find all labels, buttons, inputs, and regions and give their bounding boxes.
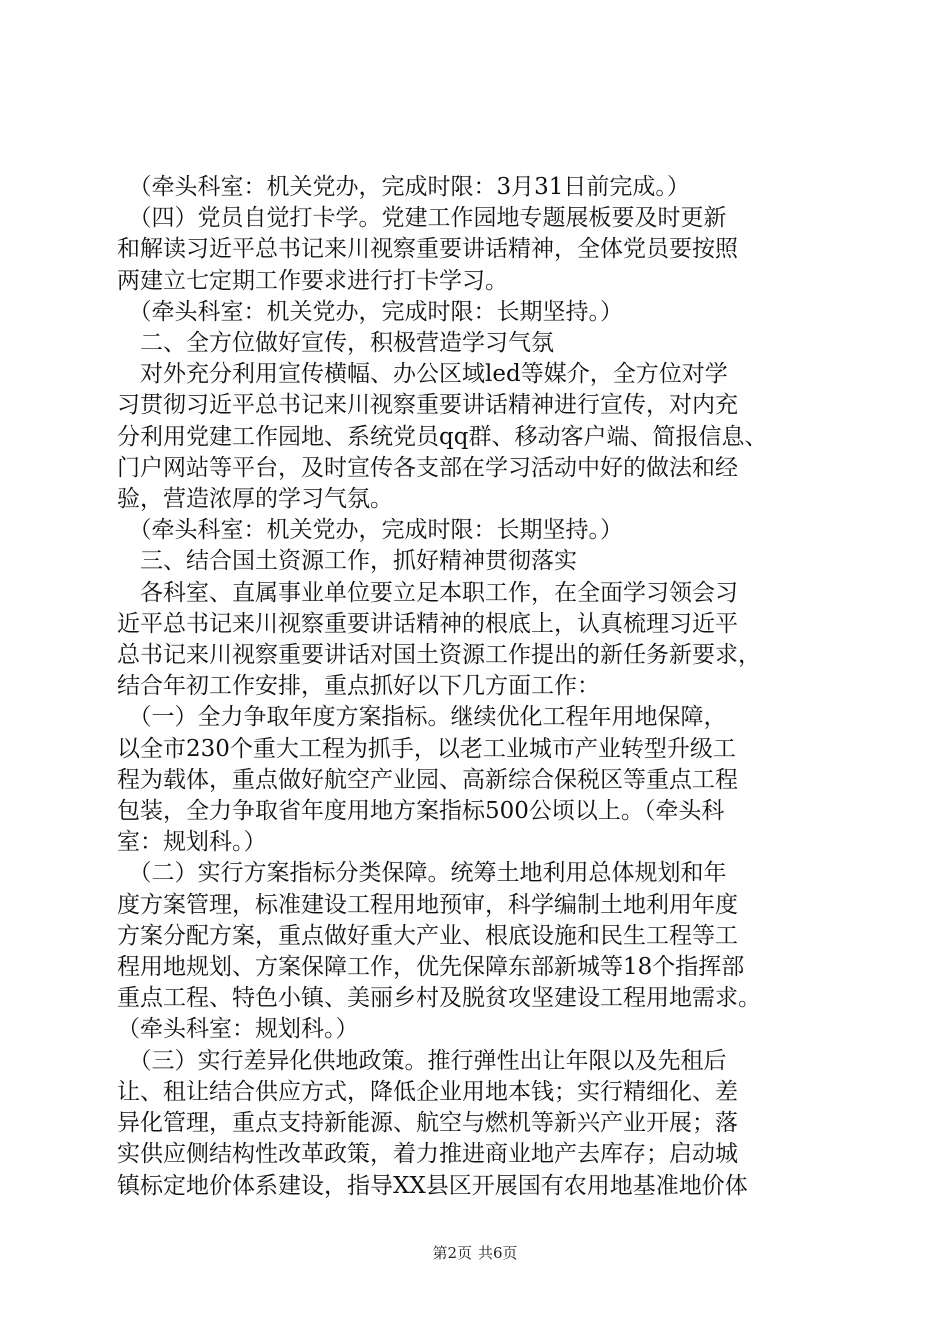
text-line: 结合年初工作安排，重点抓好以下几方面工作： xyxy=(117,673,600,700)
text-line: 分利用党建工作园地、系统党员qq群、移动客户端、简报信息、 xyxy=(117,423,768,450)
text-line: 镇标定地价体系建设，指导XX县区开展国有农用地基准地价体 xyxy=(117,1172,748,1199)
page-footer xyxy=(0,1242,950,1263)
text-line: 两建立七定期工作要求进行打卡学习。 xyxy=(117,267,508,294)
text-line: 程为载体，重点做好航空产业园、高新综合保税区等重点工程 xyxy=(117,766,738,793)
document-body xyxy=(117,172,833,1202)
text-line: 方案分配方案，重点做好重大产业、根底设施和民生工程等工 xyxy=(117,922,738,949)
text-line: （二）实行方案指标分类保障。统筹土地利用总体规划和年 xyxy=(117,860,727,887)
text-line: 习贯彻习近平总书记来川视察重要讲话精神进行宣传，对内充 xyxy=(117,392,738,419)
text-line: 实供应侧结构性改革政策，着力推进商业地产去库存；启动城 xyxy=(117,1141,738,1168)
text-line: 度方案管理，标准建设工程用地预审，科学编制土地利用年度 xyxy=(117,891,738,918)
text-line: （牵头科室：机关党办，完成时限：长期坚持。） xyxy=(117,298,623,325)
text-line: 异化管理，重点支持新能源、航空与燃机等新兴产业开展；落 xyxy=(117,1110,738,1137)
text-line: 二、全方位做好宣传，积极营造学习气氛 xyxy=(117,330,554,357)
text-line: 包装，全力争取省年度用地方案指标500公顷以上。（牵头科 xyxy=(117,798,725,825)
text-line: 让、租让结合供应方式，降低企业用地本钱；实行精细化、差 xyxy=(117,1078,738,1105)
text-line: （三）实行差异化供地政策。推行弹性出让年限以及先租后 xyxy=(117,1047,727,1074)
page-number: 第2页 xyxy=(432,1244,472,1262)
text-line: （一）全力争取年度方案指标。继续优化工程年用地保障， xyxy=(117,704,727,731)
text-line: 对外充分利用宣传横幅、办公区域led等媒介，全方位对学 xyxy=(117,361,728,388)
text-line: 三、结合国土资源工作，抓好精神贯彻落实 xyxy=(117,548,577,575)
text-line: （四）党员自觉打卡学。党建工作园地专题展板要及时更新 xyxy=(117,205,727,232)
text-line: （牵头科室：机关党办，完成时限：长期坚持。） xyxy=(117,517,623,544)
text-line: 总书记来川视察重要讲话对国土资源工作提出的新任务新要求， xyxy=(117,642,761,669)
text-line: 门户网站等平台，及时宣传各支部在学习活动中好的做法和经 xyxy=(117,454,738,481)
text-line: 验，营造浓厚的学习气氛。 xyxy=(117,486,393,513)
text-line: 和解读习近平总书记来川视察重要讲话精神，全体党员要按照 xyxy=(117,236,738,263)
text-line: 以全市230个重大工程为抓手，以老工业城市产业转型升级工 xyxy=(117,735,736,762)
text-line: 近平总书记来川视察重要讲话精神的根底上，认真梳理习近平 xyxy=(117,610,738,637)
text-line: 各科室、直属事业单位要立足本职工作，在全面学习领会习 xyxy=(117,579,738,606)
text-line: 程用地规划、方案保障工作，优先保障东部新城等18个指挥部 xyxy=(117,954,745,981)
page-total: 共6页 xyxy=(478,1244,518,1262)
text-line: （牵头科室：机关党办，完成时限：3月31日前完成。） xyxy=(117,174,690,200)
text-line: 重点工程、特色小镇、美丽乡村及脱贫攻坚建设工程用地需求。 xyxy=(117,985,761,1012)
text-line: （牵头科室：规划科。） xyxy=(117,1016,359,1043)
text-line: 室：规划科。） xyxy=(117,829,267,856)
